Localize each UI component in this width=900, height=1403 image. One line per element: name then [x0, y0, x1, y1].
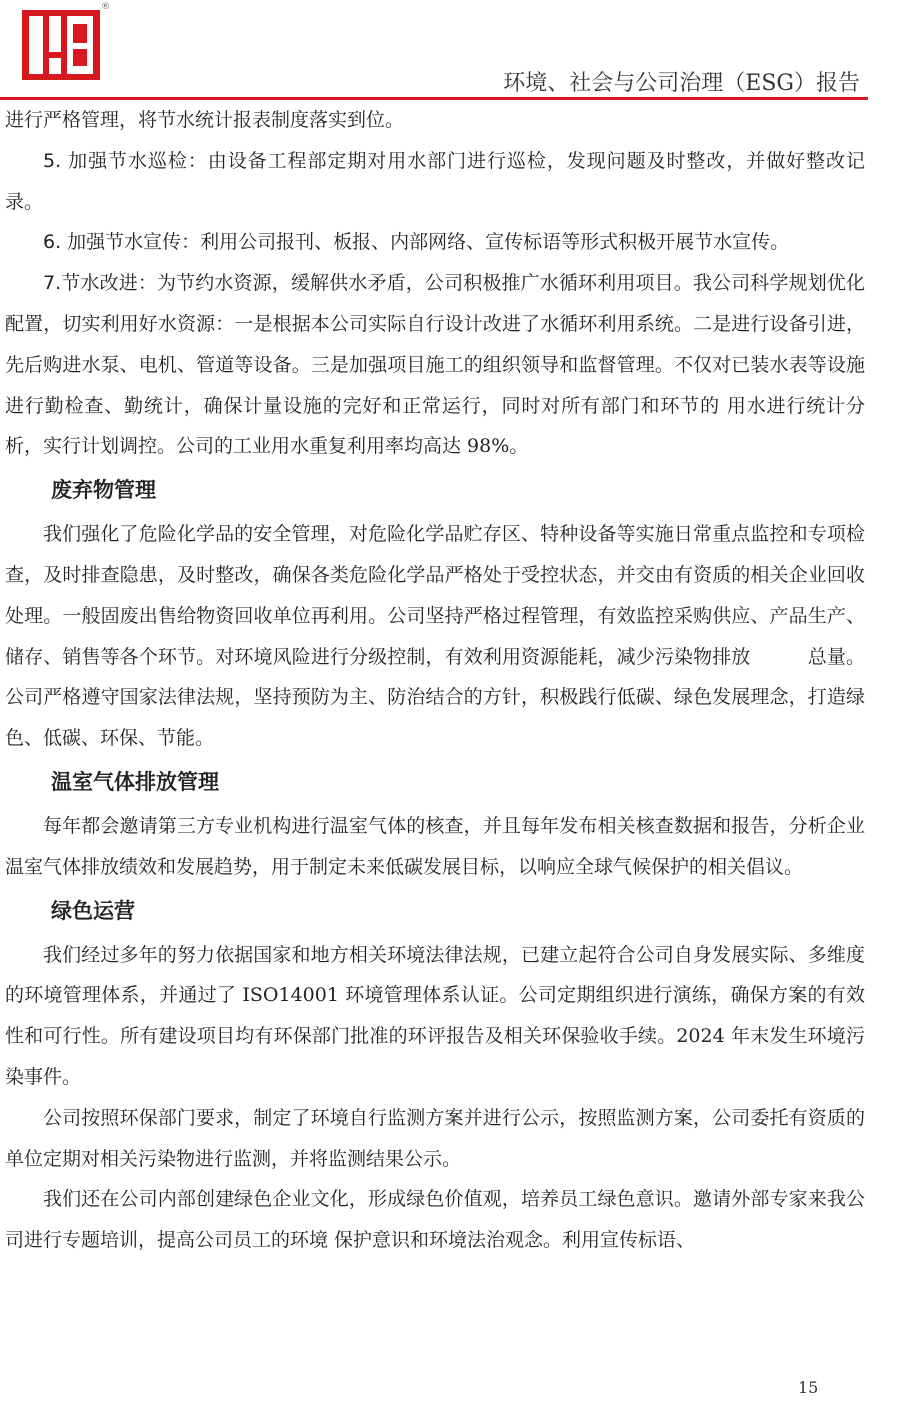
section-heading-ghg: 温室气体排放管理 — [51, 769, 219, 794]
paragraph-green-2: 公司按照环保部门要求，制定了环境自行监测方案并进行公示，按照监测方案，公司委托有资质的单位定期对相关污染物进行监测，并将监测结果公示。 — [5, 1106, 865, 1170]
page-number: 15 — [798, 1378, 819, 1397]
paragraph-ghg: 每年都会邀请第三方专业机构进行温室气体的核查，并且每年发布相关核查数据和报告，分析企业温室气体排放绩效和发展趋势，用于制定未来低碳发展目标，以响应全球气候保护的相关倡议。 — [5, 814, 865, 878]
registered-mark-icon: ® — [101, 2, 110, 12]
page-content — [5, 100, 865, 1261]
paragraph-waste: 我们强化了危险化学品的安全管理，对危险化学品贮存区、特种设备等实施日常重点监控和专项检查，及时排查隐患，及时整改，确保各类危险化学品严格处于受控状态，并交由有资质的相关企业回收处理。一般固废出售给物资回收单位再利用。公司坚持严格过程管理，有效监控采购供应、产品生产、储存、销售等各个环节。对环境风险进行分级控制，有效利用资源能耗，减少污染物排放 总量。公司严格遵守国家法律法规，坚持预防为主、防治结合的方针，积极践行低碳、绿色发展理念，打造绿色、低碳、环保、节能。 — [5, 523, 865, 750]
paragraph-item-6: 6. 加强节水宣传：利用公司报刊、板报、内部网络、宣传标语等形式积极开展节水宣传。 — [43, 231, 790, 254]
paragraph-item-7: 7.节水改进：为节约水资源，缓解供水矛盾，公司积极推广水循环利用项目。我公司科学规划优化配置，切实利用好水资源：一是根据本公司实际自行设计改进了水循环利用系统。二是进行设备引进，先后购进水泵、电机、管道等设备。三是加强项目施工的组织领导和监督管理。不仅对已装水表等设施进行勤检查、勤统计，确保计量设施的完好和正常运行，同时对所有部门和环节的 用水进行统计分析，实行计划调控。公司的工业用水重复利用率均高达 98%。 — [5, 272, 865, 458]
section-heading-green-operations: 绿色运营 — [51, 898, 135, 923]
paragraph-item-5: 5. 加强节水巡检：由设备工程部定期对用水部门进行巡检，发现问题及时整改，并做好整改记录。 — [5, 149, 865, 213]
report-title: 环境、社会与公司治理（ESG）报告 — [503, 71, 860, 96]
paragraph-green-3: 我们还在公司内部创建绿色企业文化，形成绿色价值观，培养员工绿色意识。邀请外部专家来我公司进行专题培训，提高公司员工的环境 保护意识和环境法治观念。利用宣传标语、 — [5, 1188, 865, 1252]
paragraph-continued: 进行严格管理，将节水统计报表制度落实到位。 — [5, 109, 405, 131]
paragraph-green-1: 我们经过多年的努力依据国家和地方相关环境法律法规，已建立起符合公司自身发展实际、多维度的环境管理体系，并通过了 ISO14001 环境管理体系认证。公司定期组织进行演练，确保方案的有效性和可行性。所有建设项目均有环保部门批准的环评报告及相关环保验收手续。2024 年末发生环境污染事件。 — [5, 943, 865, 1088]
company-logo — [22, 10, 100, 80]
section-heading-waste: 废弃物管理 — [51, 478, 156, 503]
